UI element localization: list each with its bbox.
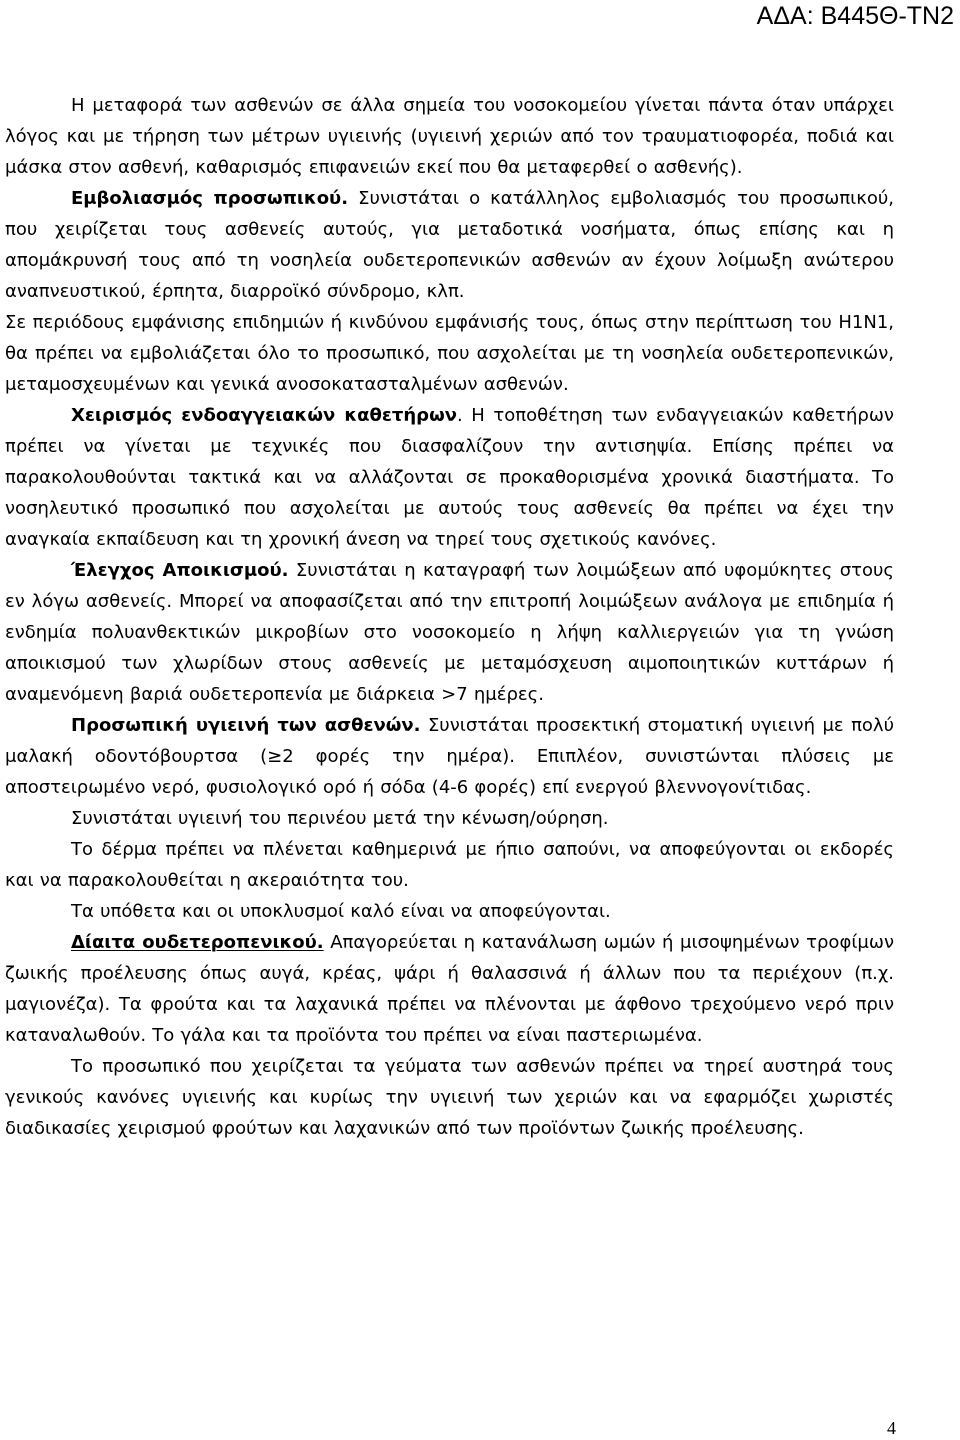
section-heading-staff-vaccination: Εμβολιασμός προσωπικού. (71, 188, 349, 209)
section-heading-personal-hygiene: Προσωπική υγιεινή των ασθενών. (71, 715, 421, 736)
paragraph-text: Απαγορεύεται η κατανάλωση ωμών ή μισοψημένων τροφίμων ζωικής προέλευσης όπως αυγά, κρέας, ψάρι ή θαλασσινά ή άλλων που τα περιέχουν (π.χ. μαγιονέζα). Τα φρούτα και τα λαχανικά πρέπει να πλένονται με άφθονο τρεχούμενο νερό πριν καταναλωθούν. Το γάλα και τα προϊόντα του πρέπει να είναι παστεριωμένα. (5, 932, 894, 1046)
paragraph-suppositories (5, 896, 894, 927)
paragraph-text: Το προσωπικό που χειρίζεται τα γεύματα των ασθενών πρέπει να τηρεί αυστηρά τους γενικούς κανόνες υγιεινής και κυρίως την υγιεινή των χεριών και να εφαρμόζει χωριστές διαδικασίες χειρισμού φρούτων και λαχανικών από των προϊόντων ζωικής προέλευσης. (5, 1056, 894, 1139)
paragraph-text: Τα υπόθετα και οι υποκλυσμοί καλό είναι να αποφεύγονται. (71, 901, 611, 922)
paragraph-text: Το δέρμα πρέπει να πλένεται καθημερινά με ήπιο σαπούνι, να αποφεύγονται οι εκδορές και να παρακολουθείται η ακεραιότητα του. (5, 839, 894, 891)
paragraph-text: Σε περιόδους εμφάνισης επιδημιών ή κινδύνου εμφάνισής τους, όπως στην περίπτωση του H1N1, θα πρέπει να εμβολιάζεται όλο το προσωπικό, που ασχολείται με τη νοσηλεία ουδετεροπενικών, μεταμοσχευμένων και γενικά ανοσοκατασταλμένων ασθενών. (5, 312, 894, 395)
paragraph-text: Συνιστάται υγιεινή του περινέου μετά την κένωση/ούρηση. (71, 808, 609, 829)
paragraph-catheter-handling (5, 400, 894, 555)
paragraph-perineal-hygiene (5, 803, 894, 834)
paragraph-meal-staff (5, 1051, 894, 1144)
paragraph-colonization-control (5, 555, 894, 710)
paragraph-skin-care (5, 834, 894, 896)
ada-code: ΑΔΑ: Β445Θ-ΤΝ2 (756, 2, 954, 30)
paragraph-text: Συνιστάται η καταγραφή των λοιμώξεων από υφομύκητες στους εν λόγω ασθενείς. Μπορεί να αποφασίζεται από την επιτροπή λοιμώξεων ανάλογα με επιδημία ή ενδημία πολυανθεκτικών μικροβίων στο νοσοκομείο η λήψη καλλιεργειών για τη γνώση αποικισμού των χλωρίδων στους ασθενείς με μεταμόσχευση αιμοποιητικών κυττάρων ή αναμενόμενη βαριά ουδετεροπενία με διάρκεια >7 ημέρες. (5, 560, 894, 705)
section-heading-colonization-control: Έλεγχος Αποικισμού. (71, 560, 289, 581)
paragraph-personal-hygiene (5, 710, 894, 803)
paragraph-staff-vaccination (5, 183, 894, 307)
paragraph-text: . Η τοποθέτηση των ενδαγγειακών καθετήρων πρέπει να γίνεται με τεχνικές που διασφαλίζουν την αντισηψία. Επίσης πρέπει να παρακολουθούνται τακτικά και να αλλάζονται σε προκαθορισμένα χρονικά διαστήματα. Το νοσηλευτικό προσωπικό που ασχολείται με αυτούς τους ασθενείς θα πρέπει να έχει την αναγκαία εκπαίδευση και τη χρονική άνεση να τηρεί τους σχετικούς κανόνες. (5, 405, 894, 550)
paragraph-epidemic-vaccination (5, 307, 894, 400)
paragraph-text: Η μεταφορά των ασθενών σε άλλα σημεία του νοσοκομείου γίνεται πάντα όταν υπάρχει λόγος και με τήρηση των μέτρων υγιεινής (υγιεινή χεριών από τον τραυματιοφορέα, ποδιά και μάσκα στον ασθενή, καθαρισμός επιφανειών εκεί που θα μεταφερθεί ο ασθενής). (5, 95, 894, 178)
paragraph-patient-transfer (5, 90, 894, 183)
paragraph-text: Συνιστάται ο κατάλληλος εμβολιασμός του προσωπικού, που χειρίζεται τους ασθενείς αυτούς, για μεταδοτικά νοσήματα, όπως επίσης και η απομάκρυνσή τους από τη νοσηλεία ουδετεροπενικών ασθενών αν έχουν λοίμωξη ανώτερου αναπνευστικού, έρπητα, διαρροϊκό σύνδρομο, κλπ. (5, 188, 895, 302)
section-heading-neutropenic-diet: Δίαιτα ουδετεροπενικού. (71, 932, 324, 953)
paragraph-neutropenic-diet (5, 927, 894, 1051)
document-body (5, 90, 894, 1144)
page-number: 4 (887, 1418, 896, 1438)
section-heading-catheter-handling: Χειρισμός ενδοαγγειακών καθετήρων (71, 405, 457, 426)
paragraph-text: Συνιστάται προσεκτική στοματική υγιεινή με πολύ μαλακή οδοντόβουρτσα (≥2 φορές την ημέρα). Επιπλέον, συνιστώνται πλύσεις με αποστειρωμένο νερό, φυσιολογικό ορό ή σόδα (4-6 φορές) επί ενεργού βλεννογονίτιδας. (5, 715, 894, 798)
